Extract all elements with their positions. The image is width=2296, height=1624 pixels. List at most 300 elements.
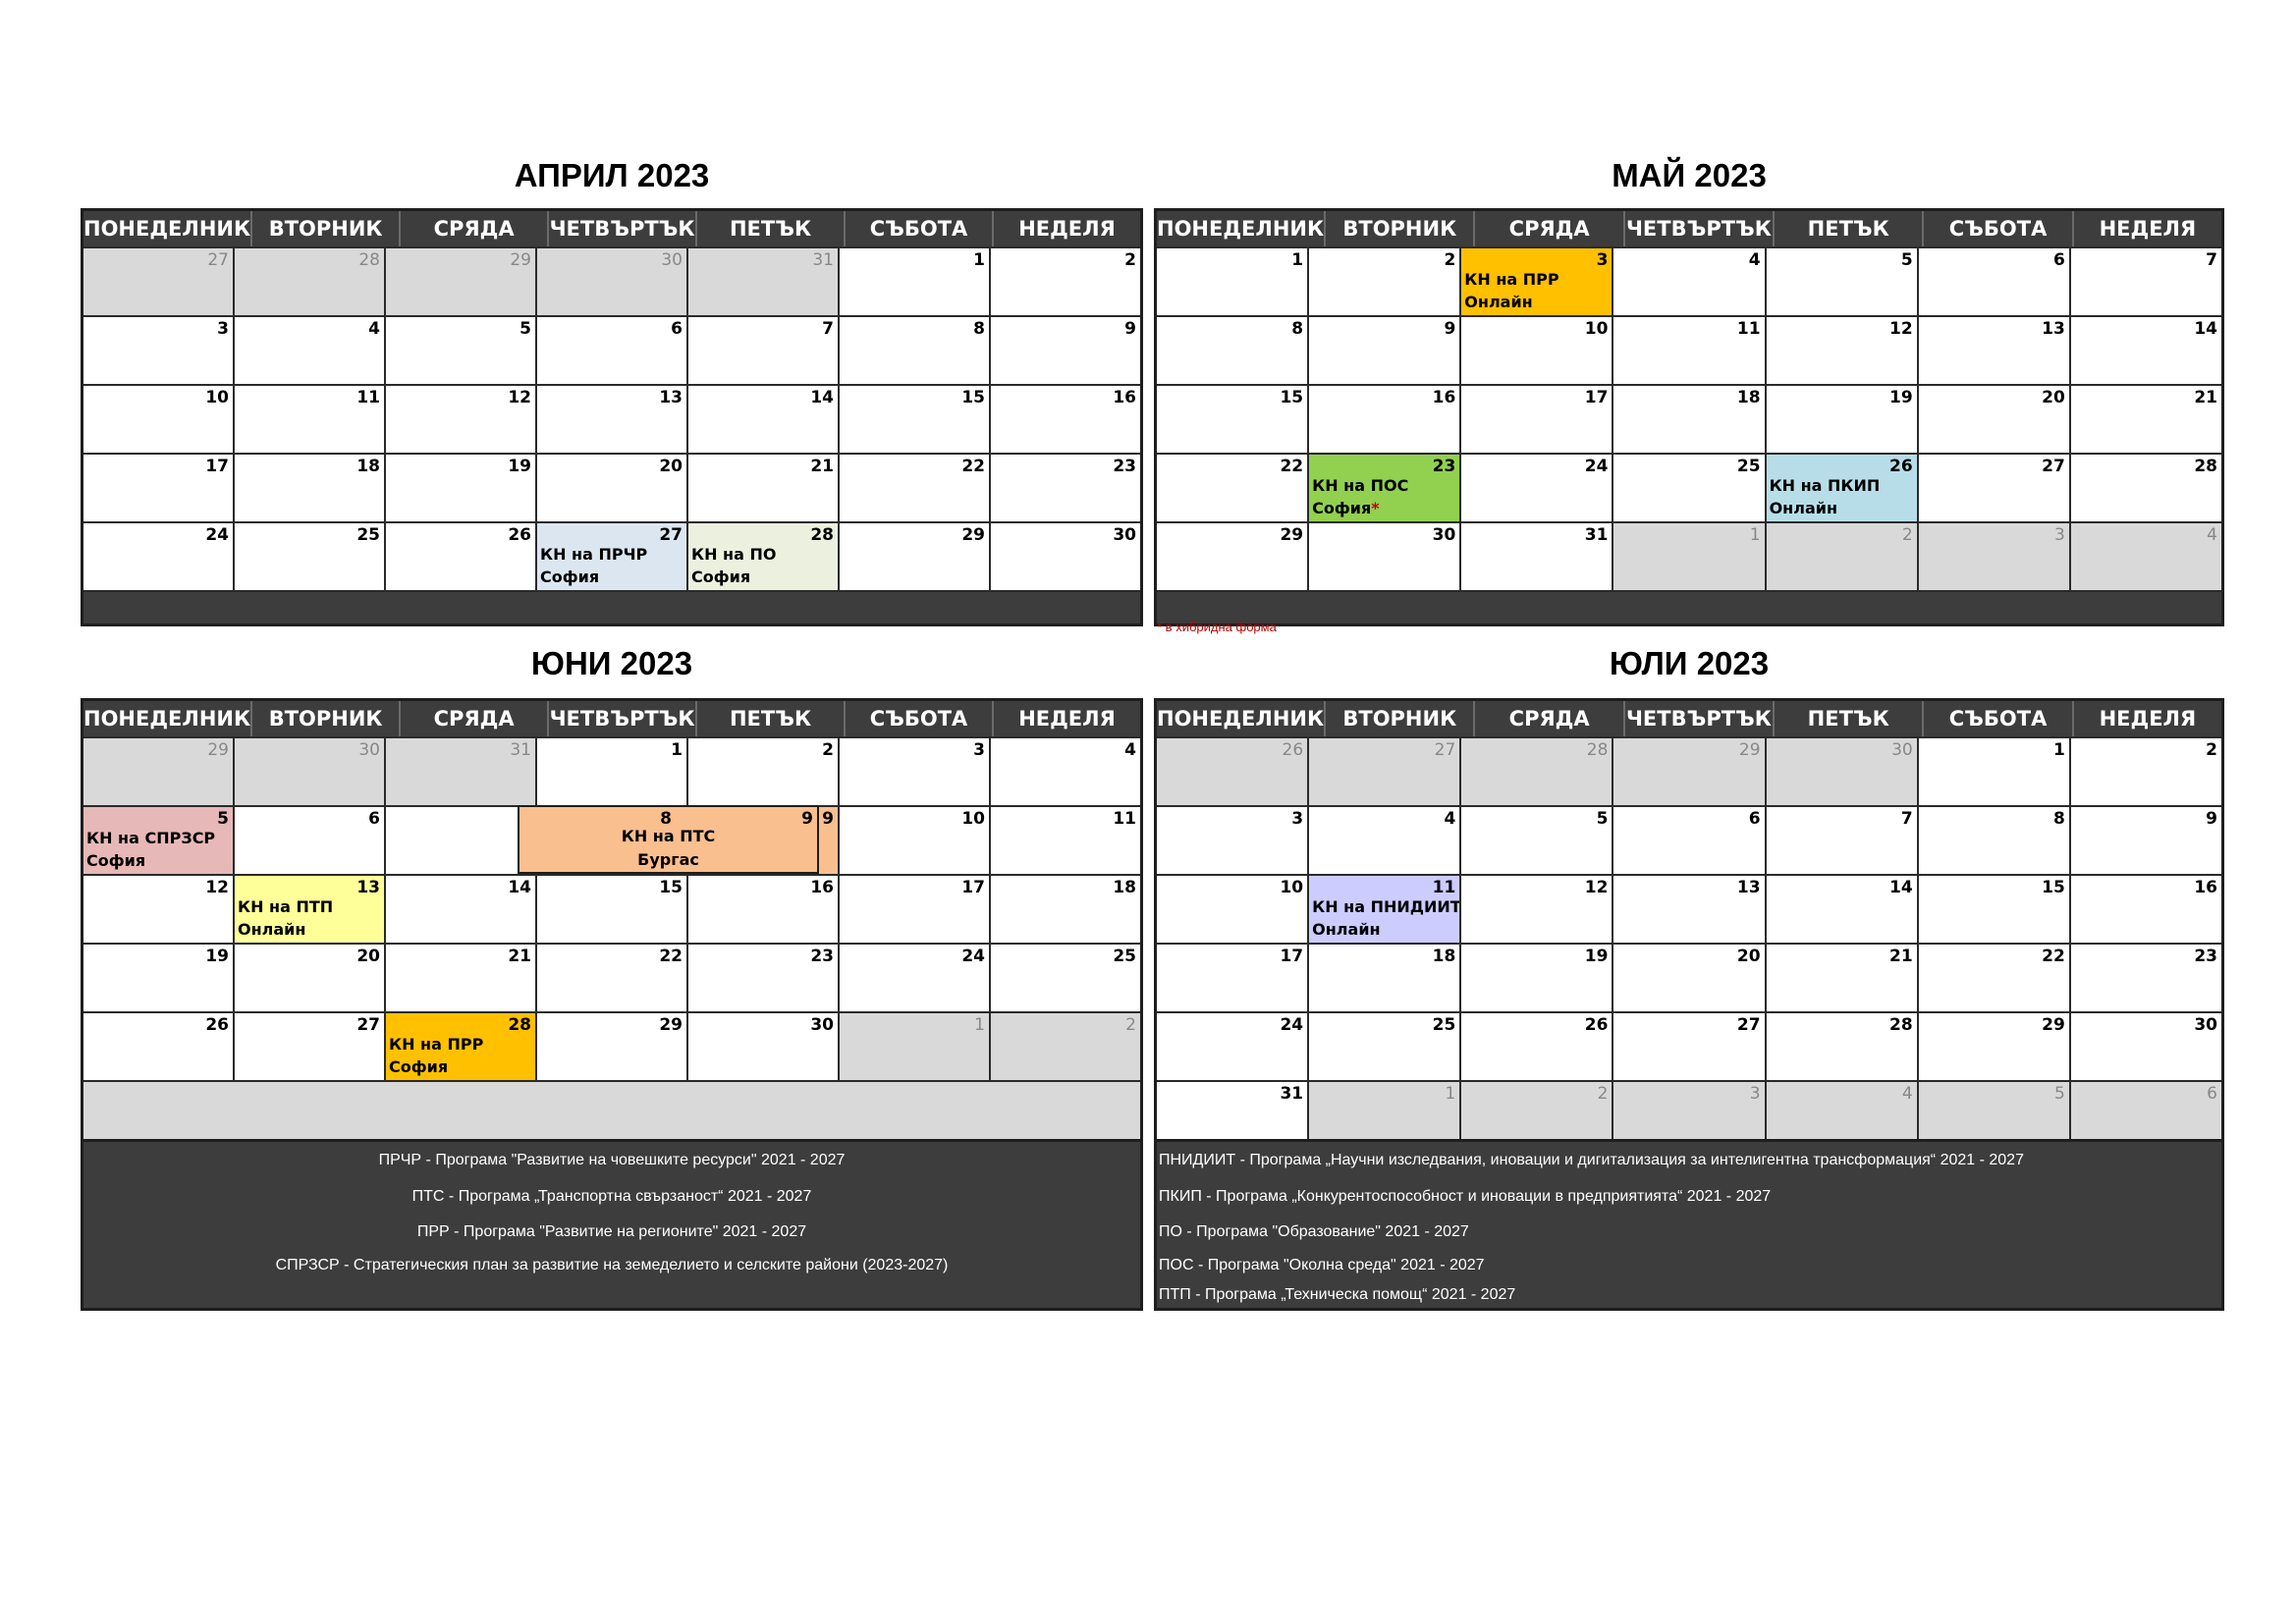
day-number: 14 (2194, 319, 2217, 339)
day-cell[interactable] (838, 876, 989, 943)
day-cell[interactable] (989, 317, 1140, 384)
day-cell[interactable] (989, 945, 1140, 1011)
day-cell[interactable] (1459, 317, 1612, 384)
day-number: 1 (1445, 1084, 1456, 1104)
day-cell[interactable] (83, 945, 233, 1011)
day-number: 7 (1900, 809, 1913, 829)
day-cell[interactable] (686, 386, 838, 453)
day-number: 1 (1291, 250, 1304, 270)
day-number: 24 (1280, 1015, 1304, 1035)
day-number: 2 (1901, 525, 1913, 545)
day-number: 25 (1113, 947, 1136, 966)
day-number: 22 (2042, 947, 2065, 966)
day-cell[interactable] (2069, 248, 2221, 315)
day-cell[interactable] (233, 945, 384, 1011)
event-cell-prr[interactable] (384, 1013, 535, 1080)
day-cell[interactable] (384, 523, 535, 590)
weekday-thu: ЧЕТВЪРТЪК (1623, 701, 1773, 736)
day-number: 27 (1434, 740, 1456, 760)
day-number: 12 (1889, 319, 1913, 339)
day-number: 14 (1889, 878, 1913, 897)
day-number: 8 (1291, 319, 1304, 339)
day-cell[interactable] (1307, 807, 1459, 874)
day-cell[interactable] (1157, 807, 1307, 874)
weekday-header (1157, 701, 2221, 736)
day-cell[interactable] (1459, 455, 1612, 521)
week-row (1157, 1011, 2221, 1080)
day-cell[interactable] (1612, 523, 1764, 590)
day-cell[interactable] (1612, 1013, 1764, 1080)
day-cell[interactable] (83, 523, 233, 590)
legend-item-po: ПО - Програма "Образование" 2021 - 2027 (1159, 1223, 1469, 1240)
day-cell[interactable] (1157, 876, 1307, 943)
day-number: 22 (1280, 457, 1304, 476)
day-cell[interactable] (1917, 455, 2069, 521)
month-title: МАЙ 2023 (1612, 157, 1767, 193)
day-number: 6 (2053, 250, 2065, 270)
event-span-pts[interactable] (518, 805, 819, 874)
day-cell[interactable] (1459, 807, 1612, 874)
weekday-tue: ВТОРНИК (250, 211, 399, 246)
day-number: 26 (205, 1015, 229, 1035)
event-place: Онлайн (1312, 920, 1381, 939)
day-cell[interactable] (838, 523, 989, 590)
day-cell[interactable] (1917, 1013, 2069, 1080)
week-row (83, 874, 1140, 943)
day-cell[interactable] (1157, 523, 1307, 590)
grid-footer-bar (83, 590, 1140, 623)
day-cell[interactable] (233, 455, 384, 521)
weekday-fri: ПЕТЪК (1773, 211, 1922, 246)
day-cell[interactable] (838, 738, 989, 805)
day-cell[interactable] (989, 807, 1140, 874)
weekday-mon: ПОНЕДЕЛНИК (1157, 707, 1325, 731)
day-number: 29 (1280, 525, 1304, 545)
day-cell[interactable] (83, 876, 233, 943)
weekday-header (1157, 211, 2221, 246)
day-cell[interactable] (1612, 807, 1764, 874)
day-number: 10 (1280, 878, 1304, 897)
day-number: 22 (659, 947, 683, 966)
week-row (1157, 805, 2221, 874)
week-row (83, 384, 1140, 453)
day-cell[interactable] (686, 738, 838, 805)
day-number: 13 (1736, 878, 1761, 897)
day-number: 21 (2194, 388, 2217, 407)
week-row (83, 521, 1140, 590)
day-cell[interactable] (1765, 738, 1917, 805)
day-number: 3 (973, 740, 985, 760)
day-cell[interactable] (384, 386, 535, 453)
day-number: 4 (1444, 809, 1456, 829)
day-number: 30 (1113, 525, 1136, 545)
day-number: 27 (207, 250, 229, 270)
day-cell[interactable] (1917, 386, 2069, 453)
day-cell[interactable] (1917, 738, 2069, 805)
day-number: 25 (1432, 1015, 1456, 1035)
day-cell[interactable] (686, 248, 838, 315)
day-cell[interactable] (384, 455, 535, 521)
week-row (1157, 453, 2221, 521)
day-cell[interactable] (1917, 876, 2069, 943)
event-title: КН на ПОС (1312, 476, 1409, 495)
day-cell[interactable] (1459, 523, 1612, 590)
legend-item-pnidiit: ПНИДИИТ - Програма „Научни изследвания, иновации и дигитализация за интелигентна трансформация“ 2021 - 2027 (1159, 1152, 2024, 1168)
day-number: 9 (1444, 319, 1456, 339)
day-number: 28 (1586, 740, 1609, 760)
day-number: 17 (961, 878, 985, 897)
weekday-sun: НЕДЕЛЯ (992, 701, 1140, 736)
day-cell[interactable] (1765, 876, 1917, 943)
day-cell[interactable] (1157, 455, 1307, 521)
day-cell[interactable] (1612, 317, 1764, 384)
day-cell[interactable] (1157, 248, 1307, 315)
month-grid (1154, 698, 2224, 1149)
day-number: 16 (1113, 388, 1136, 407)
event-cell-pkip[interactable] (1765, 455, 1917, 521)
event-title: КН на ПРЧР (540, 545, 648, 564)
day-cell[interactable] (989, 455, 1140, 521)
week-row (83, 736, 1140, 805)
day-number: 29 (510, 250, 531, 270)
day-number: 15 (1280, 388, 1304, 407)
day-cell[interactable] (1459, 386, 1612, 453)
day-cell[interactable] (2069, 317, 2221, 384)
day-cell[interactable] (1765, 1013, 1917, 1080)
event-cell-sprzsr[interactable] (83, 807, 233, 874)
day-cell[interactable] (83, 317, 233, 384)
day-cell[interactable] (1157, 317, 1307, 384)
week-row (1157, 246, 2221, 315)
day-number: 28 (810, 525, 834, 545)
day-number: 16 (810, 878, 834, 897)
day-number: 30 (810, 1015, 834, 1035)
month-grid (1154, 208, 2224, 626)
day-number: 28 (1889, 1015, 1913, 1035)
event-cell-po[interactable] (686, 523, 838, 590)
day-cell[interactable] (83, 248, 233, 315)
event-place: София (389, 1057, 449, 1076)
weekday-thu: ЧЕТВЪРТЪК (547, 701, 695, 736)
event-title: КН на ПНИДИИТ (1312, 897, 1461, 916)
day-cell[interactable] (535, 317, 686, 384)
day-cell[interactable] (686, 1013, 838, 1080)
day-number: 20 (356, 947, 380, 966)
day-number: 2 (1444, 250, 1456, 270)
week-row (1157, 384, 2221, 453)
day-cell[interactable] (535, 1013, 686, 1080)
day-cell[interactable] (2069, 738, 2221, 805)
day-cell[interactable] (384, 248, 535, 315)
day-number: 19 (205, 947, 229, 966)
day-cell[interactable] (1307, 386, 1459, 453)
event-place: Бургас (637, 850, 699, 869)
weekday-fri: ПЕТЪК (1773, 701, 1922, 736)
day-number: 1 (974, 1015, 985, 1035)
day-number: 26 (508, 525, 531, 545)
day-cell[interactable] (1307, 317, 1459, 384)
day-cell[interactable] (1459, 945, 1612, 1011)
day-cell[interactable] (1307, 1013, 1459, 1080)
day-number: 13 (659, 388, 683, 407)
day-cell[interactable] (686, 945, 838, 1011)
event-place: Онлайн (1769, 499, 1837, 517)
day-cell[interactable] (233, 523, 384, 590)
day-cell[interactable] (384, 945, 535, 1011)
day-number: 11 (1432, 878, 1456, 897)
day-number: 14 (810, 388, 834, 407)
day-cell[interactable] (686, 317, 838, 384)
day-cell[interactable] (1917, 523, 2069, 590)
day-cell[interactable] (233, 386, 384, 453)
day-cell[interactable] (535, 945, 686, 1011)
day-cell[interactable] (1917, 248, 2069, 315)
day-cell[interactable] (2069, 945, 2221, 1011)
event-title: КН на ПТП (238, 897, 334, 916)
day-number: 3 (217, 319, 229, 339)
day-cell[interactable] (1157, 386, 1307, 453)
day-cell[interactable] (83, 386, 233, 453)
day-number: 26 (1282, 740, 1304, 760)
day-cell[interactable] (1157, 738, 1307, 805)
day-cell[interactable] (1307, 523, 1459, 590)
day-number: 28 (358, 250, 380, 270)
week-row (1157, 521, 2221, 590)
day-number: 5 (2054, 1084, 2065, 1104)
day-cell[interactable] (989, 248, 1140, 315)
event-cell-pnidiit[interactable] (1307, 876, 1459, 943)
event-cell-prchr[interactable] (535, 523, 686, 590)
day-number: 21 (810, 457, 834, 476)
weekday-wed: СРЯДА (1473, 211, 1622, 246)
event-title: КН на ПРР (389, 1035, 484, 1054)
day-cell[interactable] (2069, 876, 2221, 943)
week-row (1157, 736, 2221, 805)
month-title: ЮНИ 2023 (530, 645, 693, 681)
day-cell[interactable] (535, 386, 686, 453)
event-place: Онлайн (238, 920, 306, 939)
day-number: 4 (368, 319, 380, 339)
day-cell[interactable] (535, 876, 686, 943)
day-number: 27 (659, 525, 683, 545)
day-cell[interactable] (1459, 876, 1612, 943)
weekday-thu: ЧЕТВЪРТЪК (1623, 211, 1773, 246)
day-cell[interactable] (384, 876, 535, 943)
day-number: 4 (1124, 740, 1136, 760)
day-cell[interactable] (233, 248, 384, 315)
month-title: АПРИЛ 2023 (514, 157, 710, 193)
day-cell[interactable] (535, 455, 686, 521)
day-cell[interactable] (233, 1013, 384, 1080)
day-cell[interactable] (989, 738, 1140, 805)
day-number: 25 (1736, 457, 1761, 476)
day-cell[interactable] (2069, 1013, 2221, 1080)
day-number: 27 (2042, 457, 2065, 476)
event-title: КН на ПРР (1464, 270, 1559, 289)
day-cell[interactable] (838, 945, 989, 1011)
day-number: 18 (1432, 947, 1456, 966)
day-number: 23 (1113, 457, 1136, 476)
day-cell[interactable] (1765, 945, 1917, 1011)
day-cell[interactable] (1612, 876, 1764, 943)
legend-item-prchr: ПРЧР - Програма "Развитие на човешките ресурси" 2021 - 2027 (378, 1152, 846, 1168)
day-cell[interactable] (233, 807, 384, 874)
legend-item-pts: ПТС - Програма „Транспортна свързаност“ 2021 - 2027 (411, 1188, 812, 1205)
day-cell[interactable] (535, 738, 686, 805)
day-number: 16 (2194, 878, 2217, 897)
event-cell-ptp[interactable] (233, 876, 384, 943)
day-number: 29 (961, 525, 985, 545)
event-cell-prr[interactable] (1459, 248, 1612, 315)
event-title: КН на СПРЗСР (86, 829, 216, 847)
day-number: 24 (1584, 457, 1609, 476)
day-cell[interactable] (989, 1013, 1140, 1080)
day-cell[interactable] (535, 248, 686, 315)
day-cell[interactable] (1612, 738, 1764, 805)
day-number: 24 (961, 947, 985, 966)
day-number: 20 (2042, 388, 2065, 407)
day-number: 9 (1124, 319, 1136, 339)
day-cell[interactable] (838, 807, 989, 874)
day-cell[interactable] (1765, 386, 1917, 453)
day-number: 13 (356, 878, 380, 897)
day-cell[interactable] (989, 876, 1140, 943)
day-cell[interactable] (2069, 386, 2221, 453)
day-number: 22 (961, 457, 985, 476)
day-cell[interactable] (838, 248, 989, 315)
hybrid-mark: * (1371, 499, 1380, 517)
day-cell[interactable] (1459, 1013, 1612, 1080)
day-number: 12 (1584, 878, 1609, 897)
day-number: 8 (973, 319, 985, 339)
day-number: 2 (1124, 250, 1136, 270)
day-number: 17 (1280, 947, 1304, 966)
day-number: 13 (2042, 319, 2065, 339)
day-number: 4 (1901, 1084, 1913, 1104)
day-cell[interactable] (989, 386, 1140, 453)
day-number: 1 (2053, 740, 2065, 760)
day-number: 31 (1584, 525, 1609, 545)
day-number: 11 (356, 388, 380, 407)
day-cell[interactable] (686, 876, 838, 943)
day-cell[interactable] (1307, 945, 1459, 1011)
day-cell[interactable] (1307, 738, 1459, 805)
day-cell[interactable] (384, 738, 535, 805)
event-place: София (86, 851, 146, 870)
weekday-mon: ПОНЕДЕЛНИК (83, 707, 251, 731)
weekday-thu: ЧЕТВЪРТЪК (547, 211, 695, 246)
day-number: 6 (2207, 1084, 2217, 1104)
day-cell[interactable] (838, 317, 989, 384)
event-place-text: София (1312, 499, 1372, 517)
day-number: 19 (1584, 947, 1609, 966)
day-cell[interactable] (1307, 248, 1459, 315)
weekday-tue: ВТОРНИК (1324, 211, 1473, 246)
day-cell[interactable] (1917, 807, 2069, 874)
day-number: 3 (1596, 250, 1609, 270)
day-number: 15 (961, 388, 985, 407)
grid-footer-bar (1157, 590, 2221, 623)
event-title: КН на ПТС (621, 827, 716, 845)
day-cell[interactable] (1459, 738, 1612, 805)
weekday-header (83, 211, 1140, 246)
day-cell[interactable] (233, 738, 384, 805)
day-cell[interactable] (686, 455, 838, 521)
day-cell[interactable] (384, 807, 535, 874)
month-title: ЮЛИ 2023 (1609, 645, 1770, 681)
day-cell[interactable] (1157, 1013, 1307, 1080)
day-number: 5 (1596, 809, 1609, 829)
day-cell[interactable] (1612, 386, 1764, 453)
day-cell[interactable] (2069, 455, 2221, 521)
weekday-sat: СЪБОТА (844, 211, 992, 246)
day-number: 19 (1889, 388, 1913, 407)
day-cell[interactable] (1917, 317, 2069, 384)
day-cell[interactable] (384, 317, 535, 384)
weekday-sun: НЕДЕЛЯ (2072, 701, 2221, 736)
day-number: 27 (1736, 1015, 1761, 1035)
day-cell[interactable] (838, 386, 989, 453)
day-number: 10 (961, 809, 985, 829)
day-cell[interactable] (1917, 945, 2069, 1011)
day-number: 9 (801, 809, 813, 829)
weekday-wed: СРЯДА (399, 701, 547, 736)
day-number: 20 (659, 457, 683, 476)
day-number: 15 (659, 878, 683, 897)
event-title: КН на ПКИП (1769, 476, 1881, 495)
day-number: 15 (2042, 878, 2065, 897)
legend-item-pos: ПОС - Програма "Околна среда" 2021 - 2027 (1159, 1257, 1485, 1273)
week-row (83, 453, 1140, 521)
day-cell[interactable] (233, 317, 384, 384)
event-cell-pos[interactable] (1307, 455, 1459, 521)
day-cell[interactable] (989, 523, 1140, 590)
day-cell[interactable] (1157, 945, 1307, 1011)
weekday-mon: ПОНЕДЕЛНИК (83, 217, 251, 241)
day-cell[interactable] (1765, 523, 1917, 590)
day-number: 24 (205, 525, 229, 545)
day-cell[interactable] (1612, 455, 1764, 521)
day-cell[interactable] (838, 1013, 989, 1080)
day-number: 11 (1113, 809, 1136, 829)
day-number: 12 (205, 878, 229, 897)
day-number: 10 (1584, 319, 1609, 339)
day-number: 29 (2042, 1015, 2065, 1035)
day-cell[interactable] (1765, 807, 1917, 874)
weekday-tue: ВТОРНИК (1324, 701, 1473, 736)
day-number: 26 (1889, 457, 1913, 476)
day-number: 6 (1748, 809, 1761, 829)
day-number: 23 (2194, 947, 2217, 966)
day-cell[interactable] (1765, 248, 1917, 315)
day-cell[interactable] (83, 1013, 233, 1080)
grid-empty-row (83, 1080, 1140, 1145)
day-number: 18 (1736, 388, 1761, 407)
day-cell[interactable] (838, 455, 989, 521)
day-cell[interactable] (83, 455, 233, 521)
day-cell[interactable] (1765, 317, 1917, 384)
day-number: 1 (671, 740, 683, 760)
day-number: 14 (508, 878, 531, 897)
day-cell[interactable] (83, 738, 233, 805)
day-cell[interactable] (2069, 523, 2221, 590)
day-number: 28 (2194, 457, 2217, 476)
weekday-wed: СРЯДА (399, 211, 547, 246)
day-cell[interactable] (1612, 248, 1764, 315)
day-cell[interactable] (2069, 807, 2221, 874)
week-row (1157, 315, 2221, 384)
day-cell[interactable] (1612, 945, 1764, 1011)
